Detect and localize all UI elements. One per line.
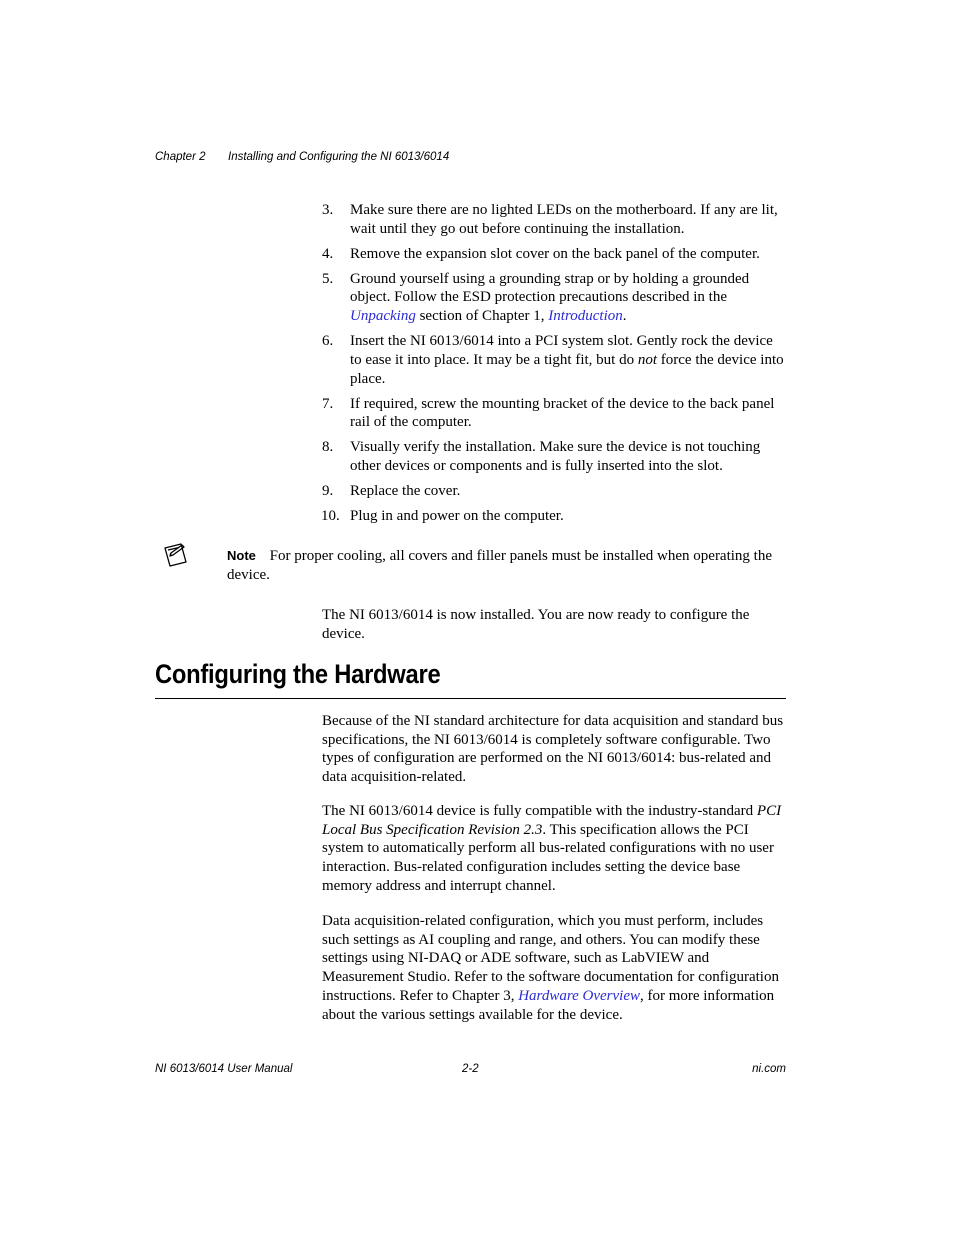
step-10	[322, 507, 786, 526]
step-number: 6.	[322, 333, 334, 350]
note-block	[227, 547, 785, 584]
paragraph-text: The NI 6013/6014 device is fully compatible with the industry-standard	[322, 803, 757, 819]
step-text: Replace the cover.	[350, 482, 461, 499]
step-text: section of Chapter 1,	[415, 308, 549, 325]
note-label: Note	[227, 548, 256, 563]
step-text: Ground yourself using a grounding strap or by holding a grounded object. Follow the ESD protection precautions described in the	[350, 270, 750, 306]
paragraph-text: Data acquisition-related configuration, which you must perform, includes such settings as AI coupling and range, and others. You can modify these settings using NI-DAQ or ADE software, such as LabVIEW and Measurement Studio. Refer to the software documentation for configuration instructions. Refer to Chapter 3,	[322, 913, 779, 1004]
step-4	[322, 245, 786, 264]
step-number: 7.	[322, 395, 334, 412]
section-paragraph-2	[322, 802, 786, 896]
emphasis-text: not	[637, 351, 658, 368]
spec-title: PCI Local Bus Specification Revision 2.3	[322, 803, 782, 838]
step-number: 5.	[322, 270, 334, 287]
section-paragraph-1: Because of the NI standard architecture for data acquisition and standard bus specifications, the NI 6013/6014 is completely software configurable. Two types of configuration are performed on the NI 6013/6014: bus-related and data acquisition-related.	[322, 713, 784, 786]
footer-page-number: 2-2	[462, 1063, 479, 1075]
step-6	[322, 332, 786, 388]
note-icon	[162, 541, 190, 569]
step-3	[322, 201, 786, 238]
section-divider	[155, 698, 786, 699]
paragraph-text: , for more information about the various settings available for the device.	[322, 987, 775, 1023]
step-text: force the device into place.	[350, 351, 784, 387]
footer-manual-name: NI 6013/6014 User Manual	[155, 1063, 293, 1075]
step-number: 4.	[322, 245, 334, 262]
step-number: 9.	[322, 482, 334, 499]
introduction-link[interactable]: Introduction	[548, 308, 623, 325]
hardware-overview-link[interactable]: Hardware Overview	[518, 987, 640, 1004]
step-number: 3.	[322, 202, 334, 218]
step-9	[322, 482, 786, 501]
step-text: Visually verify the installation. Make sure the device is not touching other devices or components and is fully inserted into the slot.	[350, 439, 761, 474]
paragraph-text: . This specification allows the PCI system to automatically perform all bus-related configurations with no user interaction. Bus-related configuration includes setting the device base memory address and interrupt channel.	[322, 821, 774, 894]
step-number: 8.	[322, 439, 334, 456]
step-text: Make sure there are no lighted LEDs on the motherboard. If any are lit, wait until they go out before continuing the installation.	[350, 202, 778, 237]
footer-site: ni.com	[752, 1063, 786, 1075]
step-text: Remove the expansion slot cover on the back panel of the computer.	[350, 245, 760, 262]
step-text: Plug in and power on the computer.	[350, 507, 564, 524]
installed-paragraph: The NI 6013/6014 is now installed. You are now ready to configure the device.	[322, 607, 750, 642]
unpacking-link[interactable]: Unpacking	[350, 308, 416, 325]
section-title: Configuring the Hardware	[155, 659, 441, 689]
note-text: For proper cooling, all covers and filler panels must be installed when operating the device.	[227, 548, 773, 583]
header-chapter: Chapter 2	[155, 151, 206, 163]
step-8	[322, 438, 786, 475]
header-title: Installing and Configuring the NI 6013/6014	[228, 151, 450, 163]
step-text: Insert the NI 6013/6014 into a PCI system slot. Gently rock the device to ease it into place. It may be a tight fit, but do	[350, 333, 773, 368]
step-text: If required, screw the mounting bracket of the device to the back panel rail of the computer.	[350, 395, 775, 431]
step-text: .	[622, 308, 627, 325]
installation-steps-list	[322, 201, 786, 532]
step-7	[322, 395, 786, 432]
section-paragraph-3	[322, 912, 786, 1024]
step-number: 10.	[321, 507, 340, 524]
step-5	[322, 270, 786, 326]
